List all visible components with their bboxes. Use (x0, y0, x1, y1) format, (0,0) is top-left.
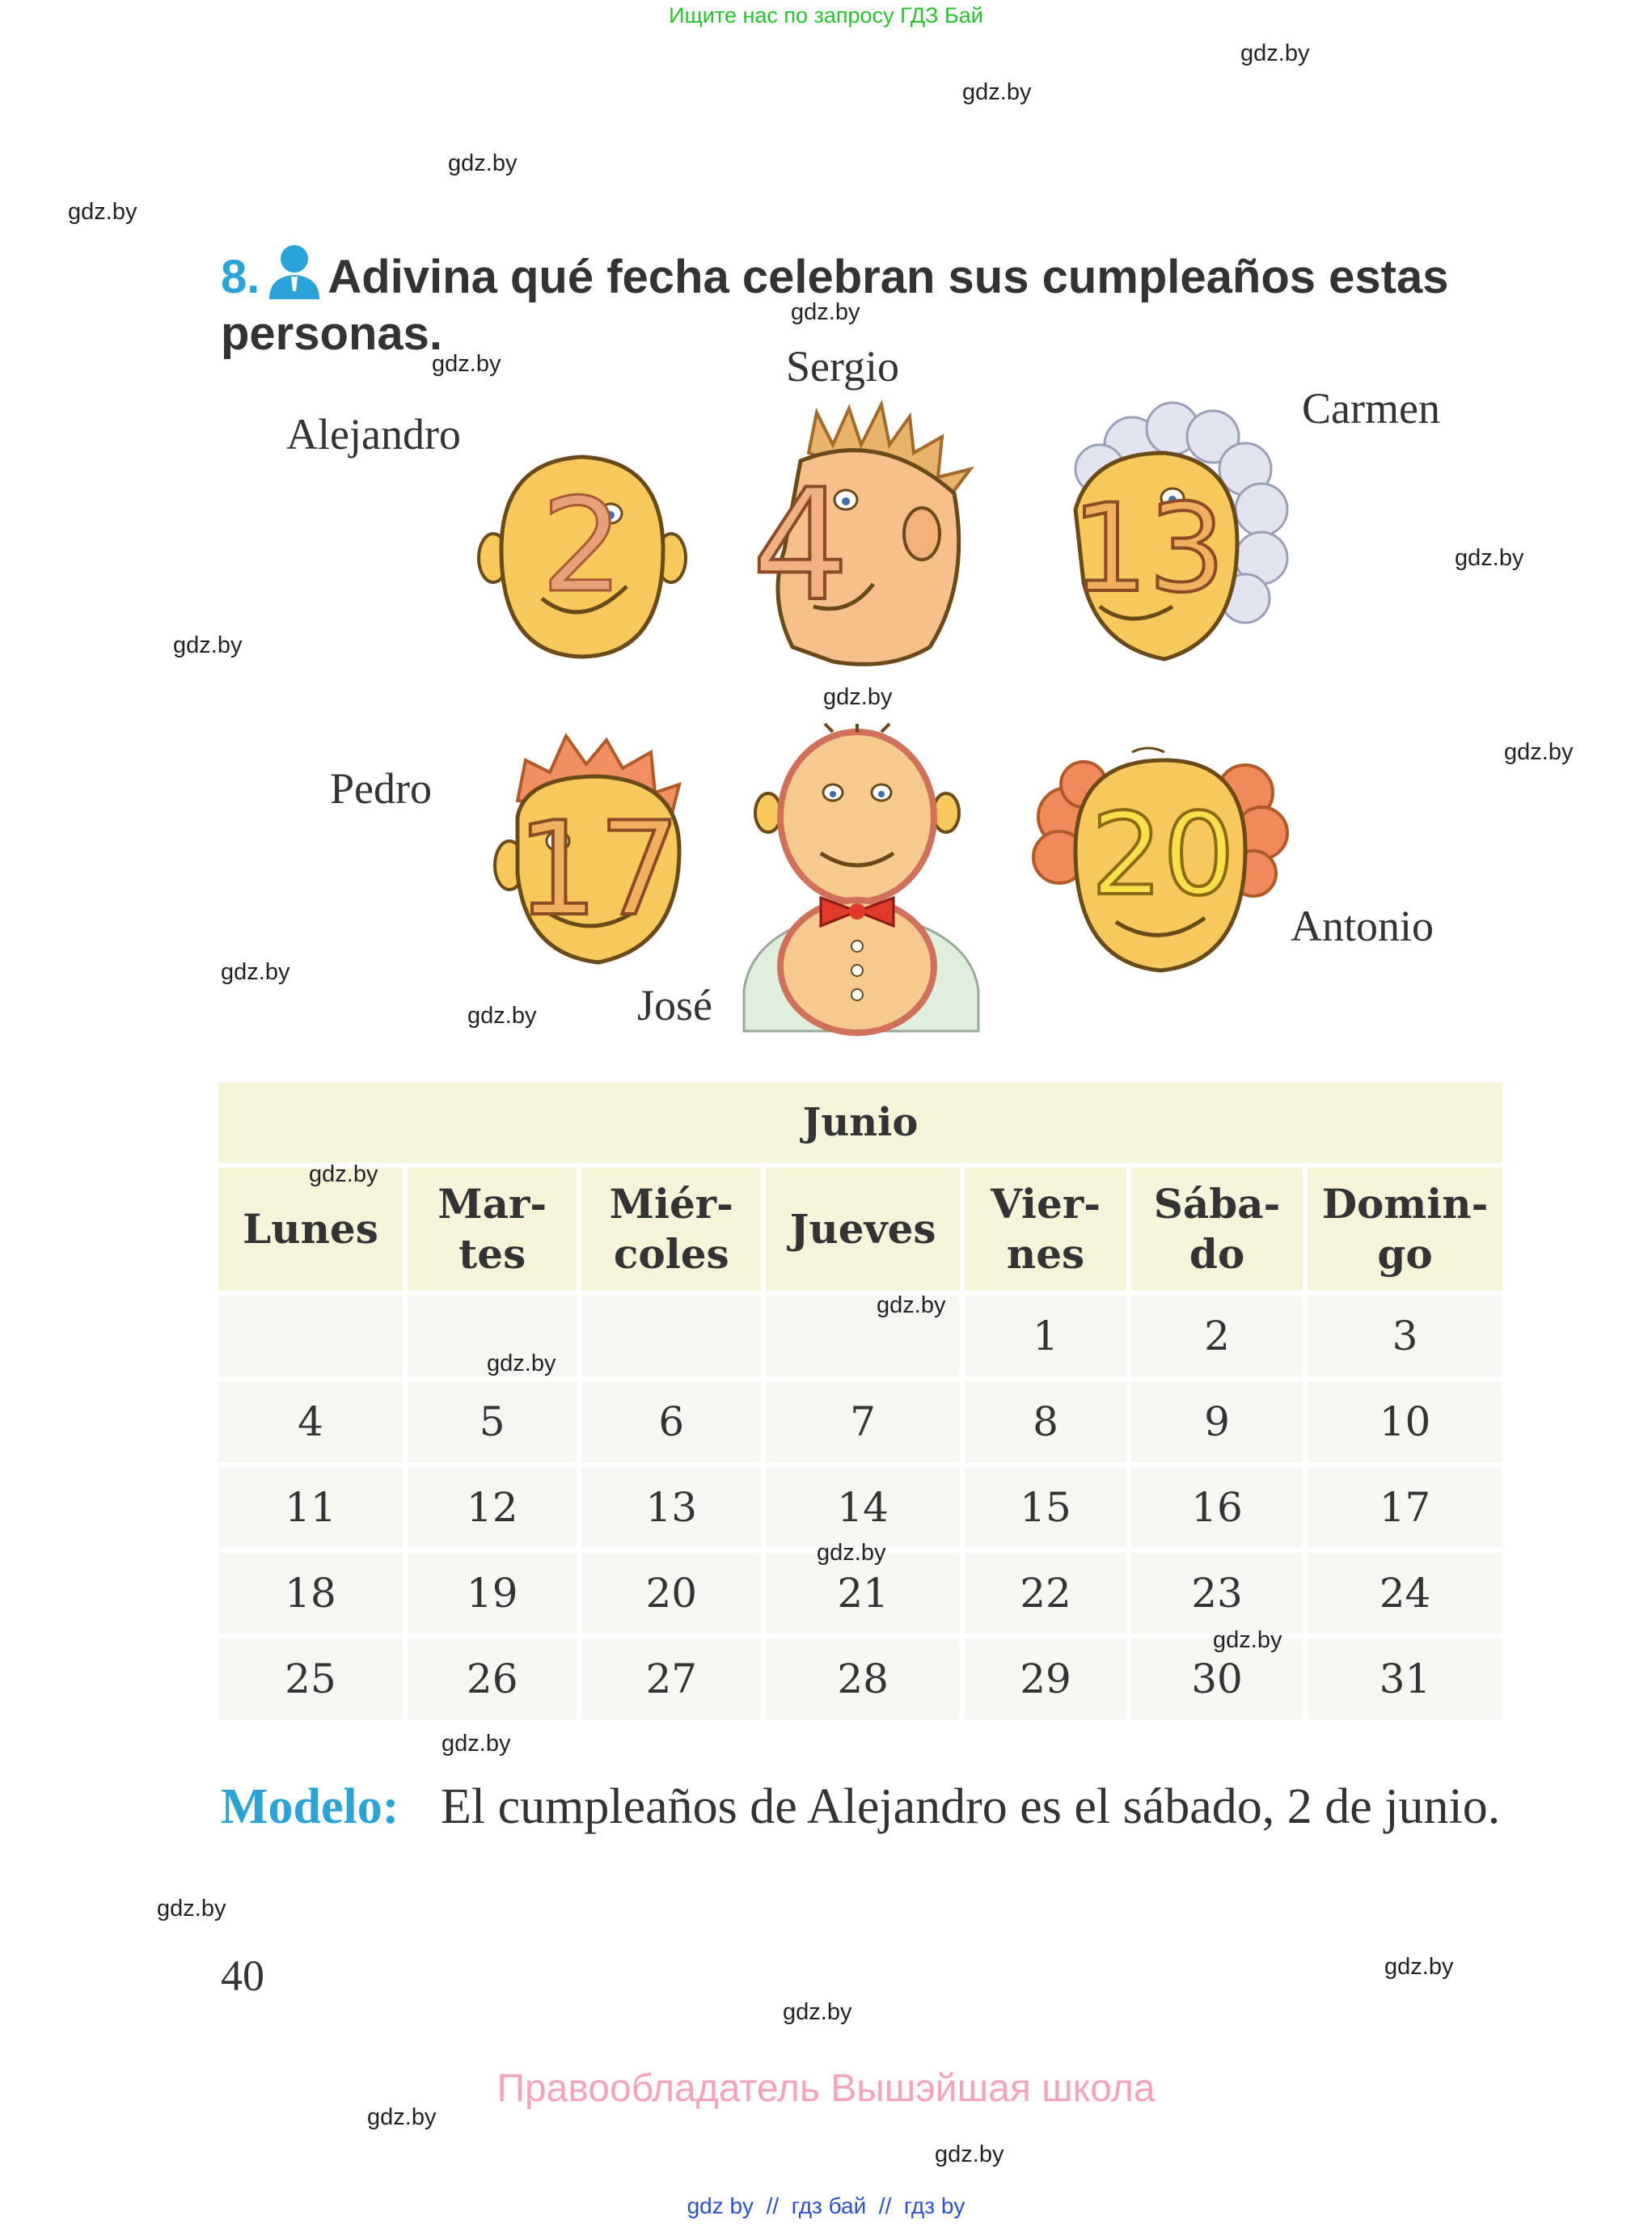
calendar-date-cell: 30 (1131, 1638, 1303, 1719)
calendar-days-row (218, 1168, 1502, 1291)
calendar-date-cell: 9 (1131, 1381, 1303, 1462)
day-header-line: Miér- (609, 1180, 733, 1228)
watermark: gdz.by (309, 1161, 378, 1187)
calendar-date-cell: 3 (1308, 1296, 1502, 1376)
calendar-month: Junio (218, 1082, 1502, 1163)
calendar-date-cell: 7 (766, 1381, 960, 1462)
day-header-line: Jueves (789, 1205, 936, 1253)
exercise-number: 8. (221, 251, 260, 303)
calendar-date-cell: 1 (965, 1296, 1126, 1376)
calendar-date-cell: 27 (581, 1638, 761, 1719)
watermark: gdz.by (68, 199, 137, 225)
page-number: 40 (221, 1951, 264, 2000)
calendar-day-header (1131, 1168, 1303, 1291)
calendar-date-cell: 10 (1308, 1381, 1502, 1462)
rights-holder: Правообладатель Вышэйшая школа (496, 2067, 1156, 2110)
day-header-line: Vier- (991, 1180, 1101, 1228)
calendar-date-cell: 15 (965, 1467, 1126, 1548)
face-pedro (493, 728, 695, 975)
watermark: gdz.by (877, 1292, 946, 1318)
watermark: gdz.by (442, 1731, 511, 1757)
name-antonio: Antonio (1291, 902, 1434, 950)
calendar-day-header (766, 1168, 960, 1291)
watermark: gdz.by (935, 2142, 1004, 2167)
calendar-date-cell (218, 1296, 403, 1376)
face-number-alejandro: 2 (541, 470, 623, 621)
name-jose: José (637, 981, 712, 1030)
calendar-table (213, 1077, 1507, 1724)
calendar-date-cell: 26 (408, 1638, 577, 1719)
calendar-day-header (965, 1168, 1126, 1291)
calendar-date-cell: 29 (965, 1638, 1126, 1719)
watermark: gdz.by (823, 684, 893, 710)
watermark: gdz.by (221, 959, 290, 985)
day-header-line: nes (1006, 1230, 1085, 1278)
face-carmen (1043, 404, 1302, 675)
day-header-line: tes (458, 1230, 526, 1278)
watermark: gdz.by (783, 1999, 852, 2025)
calendar-date-cell: 22 (965, 1553, 1126, 1634)
watermark: gdz.by (467, 1003, 537, 1029)
face-number-sergio: 4 (751, 456, 850, 635)
day-header-line: Sába- (1153, 1180, 1281, 1228)
face-number-antonio: 20 (1090, 789, 1236, 921)
calendar-date-cell: 6 (581, 1381, 761, 1462)
face-number-jose: 8 (720, 709, 725, 718)
calendar-date-cell: 2 (1131, 1296, 1303, 1376)
watermark: gdz.by (1384, 1954, 1454, 1980)
watermark: gdz.by (367, 2104, 437, 2130)
name-sergio: Sergio (786, 342, 900, 391)
watermark: gdz.by (962, 79, 1032, 105)
calendar-date-cell: 12 (408, 1467, 577, 1548)
calendar-date-cell: 31 (1308, 1638, 1502, 1719)
exercise-title: Adivina qué fecha celebran sus cumpleaños estas personas. (221, 251, 1449, 360)
day-header-line: do (1189, 1230, 1245, 1278)
calendar-date-cell: 11 (218, 1467, 403, 1548)
modelo-text: El cumpleaños de Alejandro es el sábado, 2 de junio. (441, 1779, 1501, 1834)
watermark: gdz.by (1504, 739, 1574, 765)
day-header-line: Mar- (437, 1180, 547, 1228)
watermark: gdz.by (1240, 40, 1310, 66)
watermark: gdz.by (448, 150, 518, 176)
watermark: gdz.by (173, 632, 243, 658)
calendar-date-cell: 24 (1308, 1553, 1502, 1634)
bottom-links[interactable]: gdz by // гдз бай // гдз by (687, 2193, 965, 2218)
watermark: gdz.by (487, 1351, 556, 1376)
calendar-date-cell: 13 (581, 1467, 761, 1548)
calendar-date-cell: 18 (218, 1553, 403, 1634)
calendar-week-row (218, 1381, 1502, 1462)
calendar-date-cell: 21 (766, 1553, 960, 1634)
face-number-pedro: 17 (516, 793, 681, 945)
calendar-date-cell: 17 (1308, 1467, 1502, 1548)
calendar-week-row (218, 1467, 1502, 1548)
watermark: gdz.by (1213, 1627, 1282, 1653)
calendar-day-header (408, 1168, 577, 1291)
calendar-day-header (1308, 1168, 1502, 1291)
calendar-date-cell: 25 (218, 1638, 403, 1719)
face-sergio (736, 404, 987, 675)
calendar-date-cell: 23 (1131, 1553, 1303, 1634)
watermark: gdz.by (817, 1540, 886, 1566)
watermark: gdz.by (791, 299, 860, 325)
calendar-date-cell (581, 1296, 761, 1376)
face-antonio (1035, 728, 1286, 983)
calendar-date-cell: 8 (965, 1381, 1126, 1462)
calendar-date-cell: 19 (408, 1553, 577, 1634)
watermark: gdz.by (157, 1896, 226, 1922)
calendar-week-row (218, 1638, 1502, 1719)
calendar-date-cell: 28 (766, 1638, 960, 1719)
calendar-day-header (581, 1168, 761, 1291)
face-number-carmen: 13 (1071, 479, 1226, 619)
modelo-section (221, 1778, 1515, 1836)
face-jose (720, 709, 978, 1035)
calendar-date-cell: 5 (408, 1381, 577, 1462)
calendar-body (218, 1296, 1502, 1719)
day-header-line: Lunes (243, 1205, 378, 1253)
calendar-date-cell: 16 (1131, 1467, 1303, 1548)
watermark: gdz.by (1455, 545, 1524, 571)
name-pedro: Pedro (330, 764, 432, 813)
modelo-label: Modelo: (221, 1779, 399, 1834)
person-icon (268, 243, 321, 299)
calendar-week-row (218, 1296, 1502, 1376)
calendar-date-cell: 4 (218, 1381, 403, 1462)
name-carmen: Carmen (1302, 384, 1440, 433)
name-alejandro: Alejandro (286, 410, 461, 459)
calendar-date-cell: 14 (766, 1467, 960, 1548)
watermark: gdz.by (432, 351, 501, 377)
face-alejandro (477, 437, 687, 675)
day-header-line: coles (613, 1230, 729, 1278)
calendar-date-cell: 20 (581, 1553, 761, 1634)
top-banner: Ищите нас по запросу ГДЗ Бай (669, 3, 983, 27)
day-header-line: go (1377, 1230, 1433, 1278)
day-header-line: Domin- (1321, 1180, 1489, 1228)
